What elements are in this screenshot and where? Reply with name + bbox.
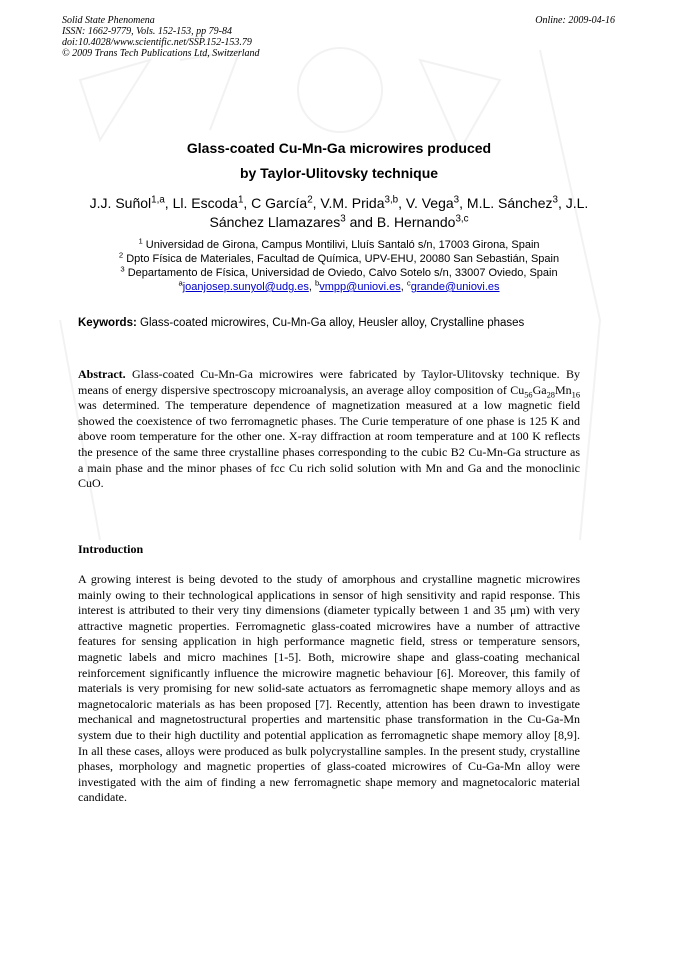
online-date: Online: 2009-04-16: [535, 15, 615, 26]
affiliation-text: Dpto Física de Materiales, Facultad de Química, UPV-EHU, 20080 San Sebastián, Spain: [126, 253, 560, 265]
affiliation-mark: 2: [118, 250, 124, 260]
author-affiliation-mark: 3: [453, 194, 460, 206]
email-link[interactable]: joanjosep.sunyol@udg.es: [182, 281, 309, 293]
email-mark: a: [178, 278, 183, 288]
author-name: C García: [251, 195, 308, 211]
copyright-line: © 2009 Trans Tech Publications Ltd, Switzerland: [62, 48, 260, 59]
affiliation-list: [70, 238, 608, 294]
journal-header: [62, 15, 260, 59]
affiliation: [70, 266, 608, 280]
email-line: $^a$joanjosep.sunyol@udg.es, $^b$vmpp@uniovi.es, $^c$grande@uniovi.es: [178, 278, 500, 293]
author-list: J.J. Suñol$^{1,a}$, Ll. Escoda$^1$, C García$^2$, V.M. Prida$^{3,b}$, V. Vega$^3$, M.L. Sánchez$^3$, J.L. Sánchez Llamazares$^3$ and B. Hernando$^{3,c}$: [89, 194, 589, 230]
affiliation: [70, 252, 608, 266]
element-symbol: Ga: [532, 382, 547, 397]
author-affiliation-mark: 3,c: [455, 213, 469, 225]
affiliation-text: Departamento de Física, Universidad de Oviedo, Calvo Sotelo s/n, 33007 Oviedo, Spain: [127, 267, 558, 279]
author-name: V. Vega: [405, 195, 454, 211]
email-mark: c: [406, 278, 411, 288]
author-affiliation-mark: 1,a: [151, 194, 165, 206]
abstract-label: Abstract.: [78, 367, 126, 381]
abstract-text: was determined. The temperature dependence of magnetization measured at a low magnetic field showed the coexistence of two ferromagnetic phases. The Curie temperature of one phase is 125 K and above room temperature for the other one. X-ray diffraction at room temperature and at 100 K reflects the presence of the same three crystalline phases corresponding to the cubic B2 Cu-Mn-Ga structure as a main phase and the minor phases of fcc Cu rich solid solution with Mn and Ga and the monoclinic CuO.: [78, 398, 580, 491]
journal-name: Solid State Phenomena: [62, 15, 155, 26]
author-name: Ll. Escoda: [172, 195, 238, 211]
introduction-text: A growing interest is being devoted to the study of amorphous and crystalline magnetic microwires mainly owing to their technological applications in sensor of high sensitivity and rapid response. This interest is attributed to their very tiny dimensions (diameter typically between 1 and 35 μm) with very attractive magnetic properties. Ferromagnetic glass-coated microwires have a number of attractive features for sensing application in high performance magnetic field, stress or temperature sensors, magnetic labels and micro machines [1-5]. Both, microwire shape and glass-coating mechanical reinforcement significantly influence the microwire magnetic behaviour [6]. Moreover, this family of materials is very promising for new solid-sate actuators as ferromagnetic shape memory alloys and as magnetocaloric materials as has been proposed [7]. Recently, attention has been drawn to investigate mechanical and magnetostructural properties and martensitic phase transformation in the Cu-Ga-Mn system due to their high ductility and potential application as ferromagnetic shape memory alloy [8,9]. In all these cases, alloys were produced as bulk polycrystalline samples. In the present study, crystalline phases, morphology and magnetic properties of glass-coated microwires of Cu-Ga-Mn alloy were investigated with the aim of finding a new ferromagnetic shape memory and magnetocaloric material candidate.: [78, 572, 580, 805]
affiliation-mark: 1: [138, 236, 143, 246]
author-affiliation-mark: 2: [307, 194, 313, 206]
watermark: [40, 20, 640, 580]
author-affiliation-mark: 3: [340, 213, 346, 225]
author-name: B. Hernando: [376, 214, 456, 230]
subscript: 56: [524, 389, 533, 399]
affiliation: [70, 238, 608, 252]
author-name: V.M. Prida: [320, 195, 385, 211]
keywords: [78, 317, 598, 329]
issn-line: ISSN: 1662-9779, Vols. 152-153, pp 79-84: [62, 26, 232, 37]
subscript: 28: [546, 389, 555, 399]
author-affiliation-mark: 3: [552, 194, 558, 206]
affiliation-mark: 3: [120, 264, 125, 274]
author-name: J.J. Suñol: [89, 195, 152, 211]
doi-line: doi:10.4028/www.scientific.net/SSP.152-153.79: [62, 37, 252, 48]
author-affiliation-mark: 1: [237, 194, 244, 206]
section-heading: Introduction: [78, 542, 144, 556]
abstract: [78, 367, 580, 492]
element-symbol: Mn: [554, 382, 572, 397]
subscript: 16: [571, 389, 580, 399]
author-name: J.L. Sánchez Llamazares: [209, 195, 589, 230]
affiliation-text: Universidad de Girona, Campus Montilivi, Lluís Santaló s/n, 17003 Girona, Spain: [145, 239, 540, 251]
keywords-text: Glass-coated microwires, Cu-Mn-Ga alloy, Heusler alloy, Crystalline phases: [140, 317, 525, 329]
paper-title-line-1: Glass-coated Cu-Mn-Ga microwires produced: [186, 140, 492, 156]
author-name: M.L. Sánchez: [466, 195, 553, 211]
email-link[interactable]: grande@uniovi.es: [410, 281, 500, 293]
author-affiliation-mark: 3,b: [384, 194, 399, 206]
abstract-text: Glass-coated Cu-Mn-Ga microwires were fabricated by Taylor-Ulitovsky technique. By means of energy dispersive spectroscopy microanalysis, an average alloy composition of Cu: [78, 367, 580, 397]
email-mark: b: [314, 278, 320, 288]
paper-title-line-2: by Taylor-Ulitovsky technique: [239, 165, 439, 181]
keywords-label: Keywords:: [78, 317, 137, 329]
email-link[interactable]: vmpp@uniovi.es: [319, 281, 401, 293]
